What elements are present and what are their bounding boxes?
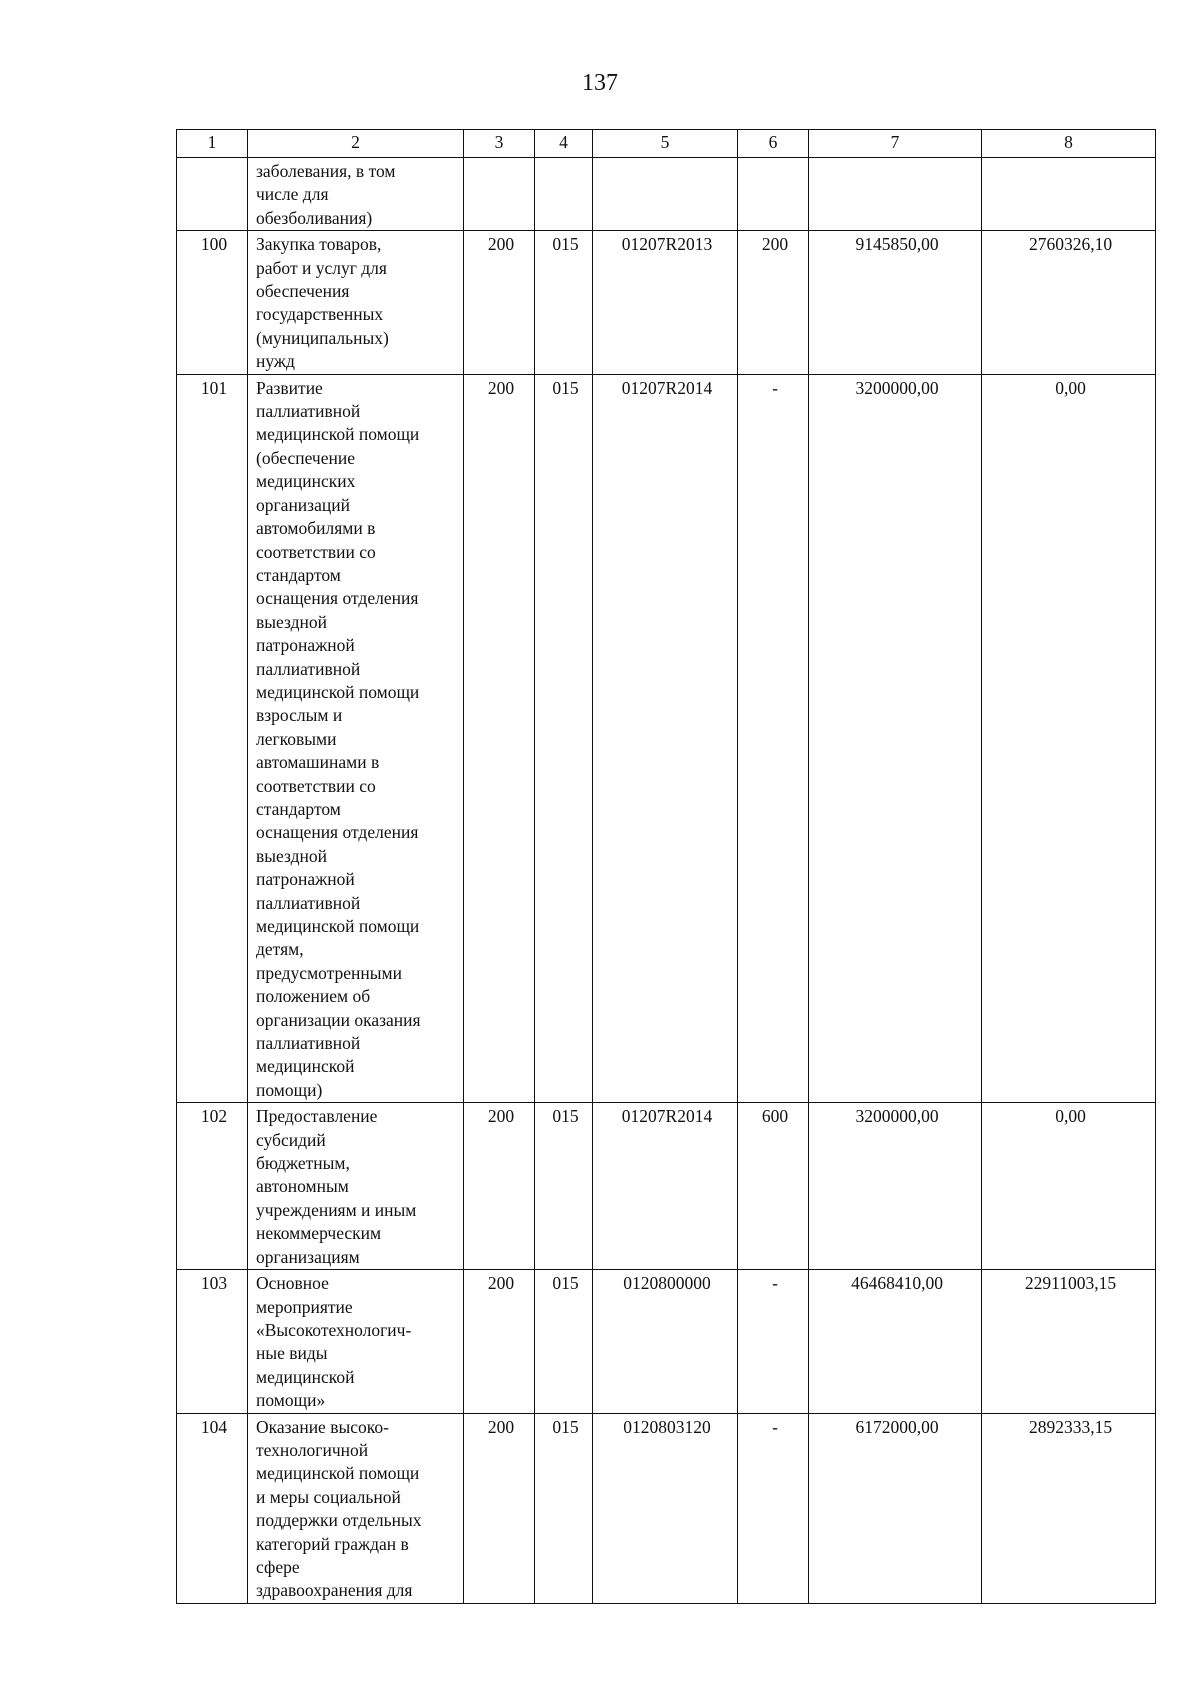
row-name-line: обезболивания) — [256, 207, 373, 228]
row-name-line: медицинской помощи — [256, 424, 420, 445]
col-header-3: 3 — [464, 130, 535, 158]
row-name-line: здравоохранения для — [256, 1580, 413, 1601]
row-name-line: работ и услуг для — [256, 257, 387, 278]
table-body — [177, 158, 1156, 1604]
row-name — [248, 158, 464, 231]
row-number: 103 — [177, 1270, 248, 1413]
row-name-line: помощи) — [256, 1079, 323, 1100]
row-col-7: 3200000,00 — [809, 374, 982, 1103]
row-number: 101 — [177, 374, 248, 1103]
row-name-line: государственных — [256, 304, 384, 325]
row-name-line: поддержки отдельных — [256, 1510, 422, 1531]
row-name-line: патронажной — [256, 869, 355, 890]
row-name-line: медицинской помощи — [256, 1463, 420, 1484]
row-col-3: 200 — [464, 374, 535, 1103]
row-name-line: сфере — [256, 1556, 300, 1577]
row-name-line: организации оказания — [256, 1009, 421, 1030]
row-name — [248, 231, 464, 374]
row-col-3 — [464, 158, 535, 231]
row-col-6: 600 — [738, 1103, 809, 1270]
row-name-line: автономным — [256, 1176, 349, 1197]
row-name-line: стандартом — [256, 798, 341, 819]
row-col-3: 200 — [464, 231, 535, 374]
col-header-1: 1 — [177, 130, 248, 158]
row-name — [248, 1270, 464, 1413]
col-header-8: 8 — [982, 130, 1156, 158]
row-name-line: медицинских — [256, 471, 356, 492]
row-col-8 — [982, 158, 1156, 231]
row-number: 104 — [177, 1413, 248, 1603]
row-col-6 — [738, 158, 809, 231]
row-col-4 — [535, 158, 593, 231]
table-row — [177, 1270, 1156, 1413]
row-number: 100 — [177, 231, 248, 374]
table-row — [177, 1413, 1156, 1603]
row-col-5: 0120800000 — [593, 1270, 738, 1413]
row-name-line: паллиативной — [256, 1033, 361, 1054]
row-name-line: бюджетным, — [256, 1153, 350, 1174]
row-name-line: медицинской — [256, 1366, 355, 1387]
col-header-7: 7 — [809, 130, 982, 158]
row-col-6: - — [738, 1413, 809, 1603]
row-number: 102 — [177, 1103, 248, 1270]
row-col-7: 46468410,00 — [809, 1270, 982, 1413]
row-name-line: детям, — [256, 939, 304, 960]
col-header-5: 5 — [593, 130, 738, 158]
row-name-line: медицинской помощи — [256, 916, 420, 936]
row-name-line: патронажной — [256, 635, 355, 656]
table-row — [177, 374, 1156, 1103]
row-name-line: Оказание высоко- — [256, 1416, 389, 1437]
row-name-line: паллиативной — [256, 658, 361, 679]
row-name-line: «Высокотехнологич- — [256, 1319, 412, 1340]
row-col-7: 6172000,00 — [809, 1413, 982, 1603]
budget-table — [176, 129, 1156, 1604]
col-header-6: 6 — [738, 130, 809, 158]
row-name-line: обеспечения — [256, 281, 350, 302]
row-col-6: 200 — [738, 231, 809, 374]
row-name-line: и меры социальной — [256, 1486, 401, 1507]
header-row — [177, 130, 1156, 158]
row-name-line: мероприятие — [256, 1296, 353, 1317]
row-col-4: 015 — [535, 1270, 593, 1413]
row-col-3: 200 — [464, 1103, 535, 1270]
row-name — [248, 1103, 464, 1270]
row-name-line: выездной — [256, 611, 327, 632]
row-col-3: 200 — [464, 1413, 535, 1603]
row-name-line: помощи» — [256, 1390, 326, 1411]
row-name-line: автомобилями в — [256, 518, 376, 539]
row-name-line: субсидий — [256, 1129, 326, 1150]
row-name-line: соответствии со — [256, 775, 376, 796]
row-col-4: 015 — [535, 231, 593, 374]
row-name-line: нужд — [256, 351, 295, 372]
row-name-line: автомашинами в — [256, 752, 380, 773]
row-name-line: медицинской — [256, 1056, 355, 1077]
row-col-7: 9145850,00 — [809, 231, 982, 374]
row-col-8: 2760326,10 — [982, 231, 1156, 374]
row-name-line: соответствии со — [256, 541, 376, 562]
row-name-line: Развитие — [256, 377, 323, 398]
row-name-line: организациям — [256, 1246, 360, 1267]
row-name-line: Основное — [256, 1273, 329, 1294]
row-name-line: организаций — [256, 494, 350, 515]
row-name-line: некоммерческим — [256, 1223, 382, 1244]
col-header-2: 2 — [248, 130, 464, 158]
row-name-line: (муниципальных) — [256, 327, 389, 348]
row-col-3: 200 — [464, 1270, 535, 1413]
row-name-line: числе для — [256, 184, 329, 205]
row-name-line: легковыми — [256, 728, 337, 749]
row-col-5: 01207R2014 — [593, 1103, 738, 1270]
row-col-4: 015 — [535, 1413, 593, 1603]
row-col-5: 01207R2013 — [593, 231, 738, 374]
row-name-line: выездной — [256, 845, 327, 866]
row-col-5 — [593, 158, 738, 231]
row-name-line: положением об — [256, 986, 371, 1007]
row-number — [177, 158, 248, 231]
page-number: 137 — [582, 70, 618, 96]
row-col-5: 01207R2014 — [593, 374, 738, 1103]
row-name-line: заболевания, в том — [256, 161, 396, 181]
row-name-line: ные виды — [256, 1343, 328, 1364]
row-name-line: Предоставление — [256, 1106, 378, 1127]
row-name-line: (обеспечение — [256, 447, 355, 468]
table-row — [177, 1103, 1156, 1270]
row-col-5: 0120803120 — [593, 1413, 738, 1603]
row-name-line: оснащения отделения — [256, 822, 419, 843]
row-col-7: 3200000,00 — [809, 1103, 982, 1270]
row-name-line: категорий граждан в — [256, 1533, 409, 1554]
row-col-8: 0,00 — [982, 374, 1156, 1103]
table-row — [177, 231, 1156, 374]
row-name-line: паллиативной — [256, 892, 361, 913]
table-row — [177, 158, 1156, 231]
row-name-line: учреждениям и иным — [256, 1199, 417, 1220]
row-col-6: - — [738, 1270, 809, 1413]
row-name-line: Закупка товаров, — [256, 234, 382, 255]
row-name — [248, 1413, 464, 1603]
row-name-line: технологичной — [256, 1439, 369, 1460]
row-col-8: 22911003,15 — [982, 1270, 1156, 1413]
row-col-8: 0,00 — [982, 1103, 1156, 1270]
row-col-4: 015 — [535, 374, 593, 1103]
row-col-4: 015 — [535, 1103, 593, 1270]
row-name-line: взрослым и — [256, 705, 343, 726]
row-name — [248, 374, 464, 1103]
row-name-line: стандартом — [256, 564, 341, 585]
row-name-line: паллиативной — [256, 401, 361, 422]
row-col-7 — [809, 158, 982, 231]
row-name-line: медицинской помощи — [256, 681, 420, 702]
col-header-4: 4 — [535, 130, 593, 158]
row-col-6: - — [738, 374, 809, 1103]
row-name-line: предусмотренными — [256, 962, 402, 983]
row-name-line: оснащения отделения — [256, 588, 419, 609]
row-col-8: 2892333,15 — [982, 1413, 1156, 1603]
